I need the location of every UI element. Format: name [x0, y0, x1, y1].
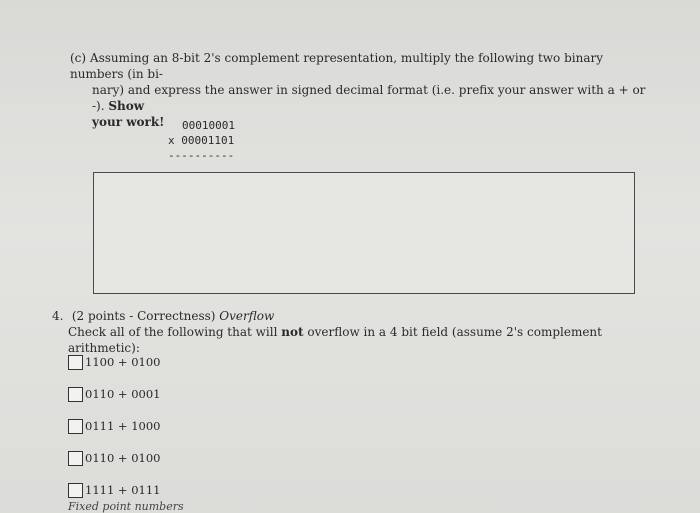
- checkbox[interactable]: [68, 483, 83, 498]
- answer-box[interactable]: [93, 172, 635, 294]
- option-label: 1100 + 0100: [85, 355, 161, 369]
- overflow-options: [68, 352, 160, 512]
- option-5[interactable]: [68, 480, 160, 500]
- checkbox[interactable]: [68, 419, 83, 434]
- option-3[interactable]: [68, 416, 160, 436]
- checkbox[interactable]: [68, 451, 83, 466]
- option-label: 0110 + 0001: [85, 387, 161, 401]
- checkbox[interactable]: [68, 387, 83, 402]
- question-4-prompt-post: overflow in a 4 bit field (assume 2's complement arithmetic):: [68, 325, 602, 355]
- part-c-label: (c): [70, 51, 87, 65]
- part-c-show: Show: [108, 99, 145, 113]
- option-2[interactable]: [68, 384, 160, 404]
- option-label: 1111 + 0111: [85, 483, 161, 497]
- option-1[interactable]: [68, 352, 160, 372]
- part-c-your-work: your work!: [92, 115, 165, 129]
- binary-multiplication: [168, 118, 235, 163]
- operand-2: x 00001101: [168, 134, 235, 147]
- part-c-question: [70, 50, 650, 130]
- part-c-line2: nary) and express the answer in signed decimal format (i.e. prefix your answer with a + or -).: [92, 83, 646, 113]
- cutoff-footer-text: Fixed point numbers: [68, 500, 184, 513]
- multiplication-rule: ----------: [168, 149, 235, 162]
- question-4: [52, 308, 672, 356]
- part-c-line1: Assuming an 8-bit 2's complement representation, multiply the following two binary numbers (in bi-: [70, 51, 604, 81]
- question-4-number: 4.: [52, 309, 64, 323]
- question-4-heading: (2 points - Correctness): [71, 309, 216, 323]
- question-4-topic: Overflow: [219, 309, 275, 323]
- question-4-prompt-pre: Check all of the following that will: [68, 325, 278, 339]
- option-label: 0111 + 1000: [85, 419, 161, 433]
- option-label: 0110 + 0100: [85, 451, 161, 465]
- option-4[interactable]: [68, 448, 160, 468]
- checkbox[interactable]: [68, 355, 83, 370]
- operand-1: 00010001: [182, 119, 235, 132]
- question-4-prompt-not: not: [281, 325, 304, 339]
